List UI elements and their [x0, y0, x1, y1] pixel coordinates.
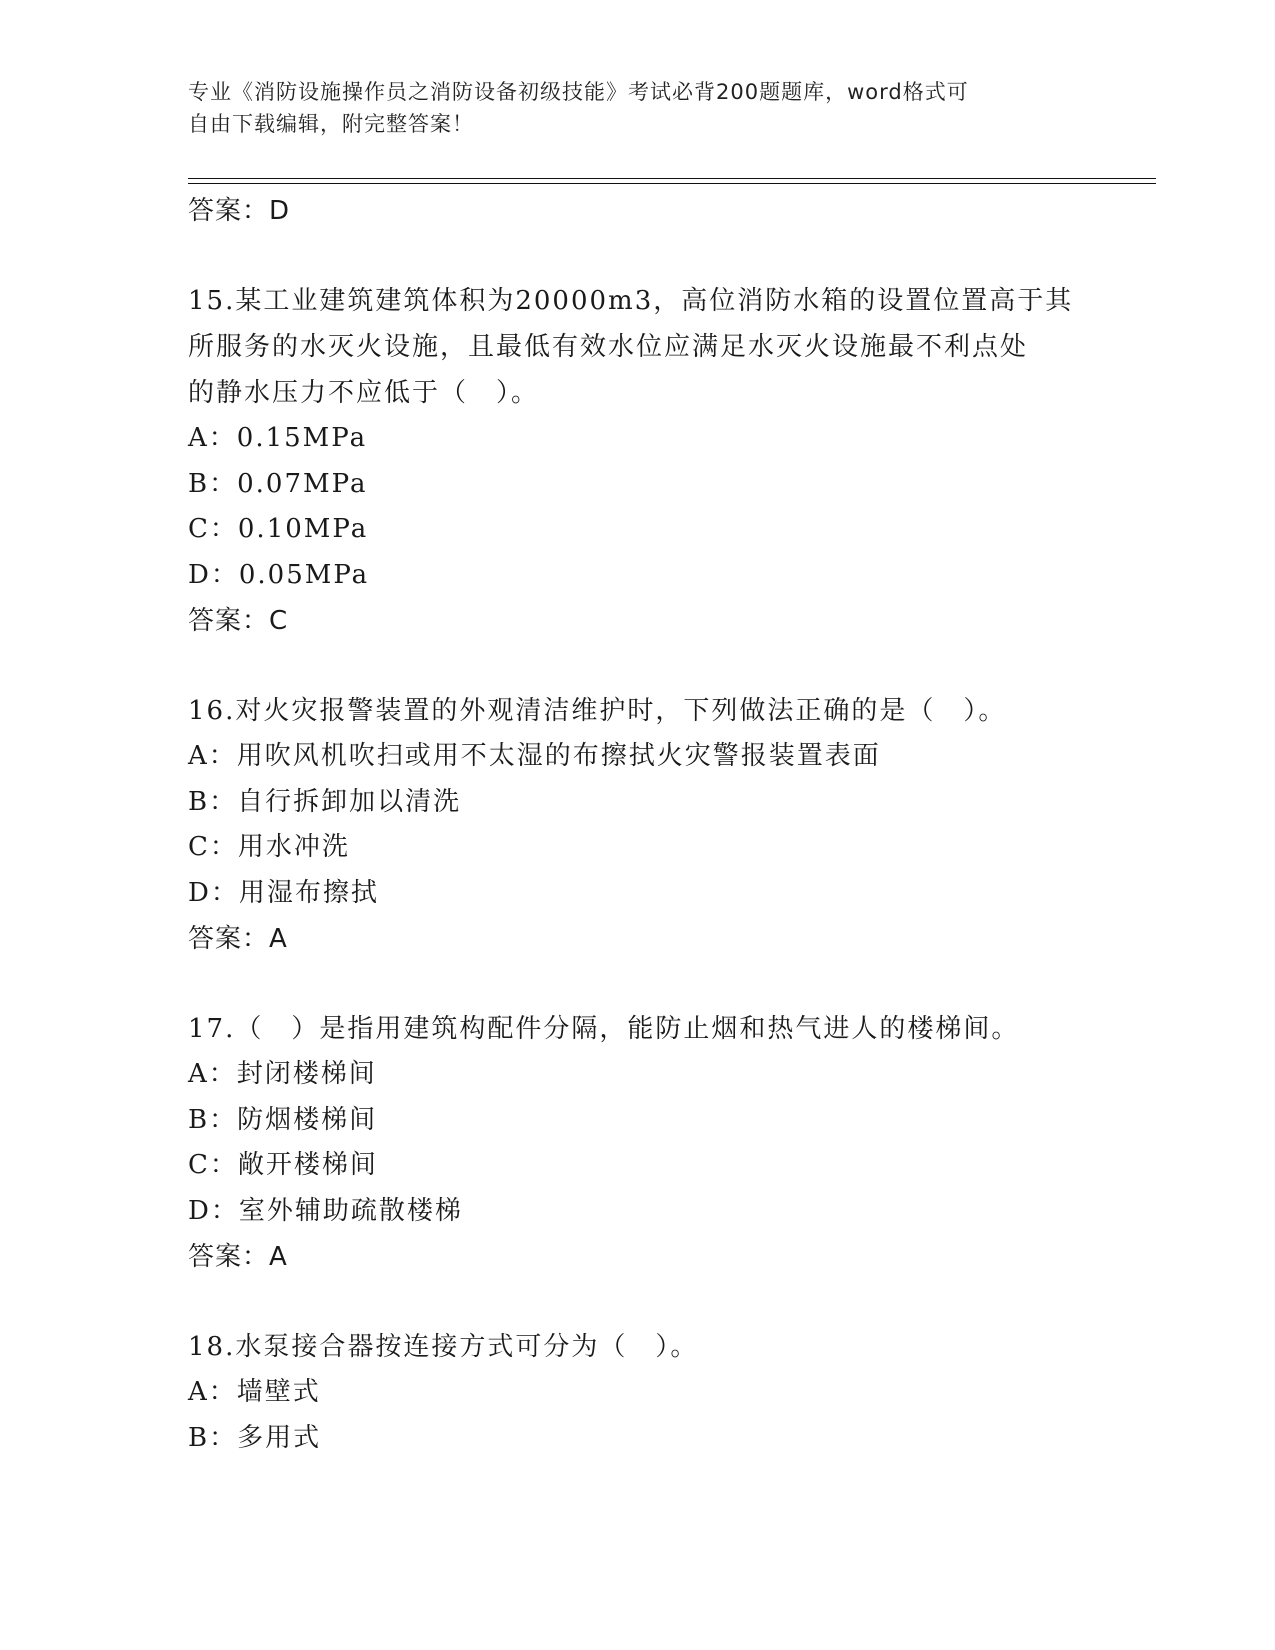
question-list [188, 188, 1088, 1461]
option-a: A：0.15MPa [188, 423, 368, 453]
option-a: A：封闭楼梯间 [188, 1059, 377, 1089]
header-line-1: 专业《消防设施操作员之消防设备初级技能》考试必背200题题库，word格式可 [188, 80, 969, 104]
option-d: D：用湿布擦拭 [188, 877, 379, 908]
answer-line: 答案：A [188, 924, 288, 954]
question-stem-line: 的静水压力不应低于（ ）。 [188, 378, 540, 408]
option-a: A：墙壁式 [188, 1377, 321, 1407]
question-stem-line: 17.（ ）是指用建筑构配件分隔，能防止烟和热气进人的楼梯间。 [188, 1014, 1020, 1044]
option-d: D：室外辅助疏散楼梯 [188, 1195, 463, 1226]
option-b: B：0.07MPa [188, 468, 368, 499]
question-15 [188, 278, 1088, 644]
option-a: A：用吹风机吹扫或用不太湿的布擦拭火灾警报装置表面 [188, 741, 881, 771]
header-line-2: 自由下载编辑，附完整答案！ [188, 112, 474, 136]
option-d: D：0.05MPa [188, 559, 370, 590]
question-16 [188, 688, 1088, 962]
option-c: C：0.10MPa [188, 514, 369, 544]
option-b: B：多用式 [188, 1422, 322, 1453]
page-header [188, 76, 1068, 140]
question-stem-line: 18.水泵接合器按连接方式可分为（ ）。 [188, 1332, 699, 1362]
question-stem-line: 所服务的水灭火设施，且最低有效水位应满足水灭火设施最不利点处 [188, 332, 1029, 362]
question-stem-line: 16.对火灾报警装置的外观清洁维护时，下列做法正确的是（ ）。 [188, 696, 1007, 726]
answer-line: 答案：A [188, 1242, 288, 1272]
question-stem-line: 15.某工业建筑建筑体积为20000m3，高位消防水箱的设置位置高于其 [188, 286, 1074, 316]
option-b: B：防烟楼梯间 [188, 1104, 378, 1135]
option-b: B：自行拆卸加以清洗 [188, 786, 462, 817]
question-18 [188, 1324, 1088, 1461]
previous-answer: 答案：D [188, 196, 291, 226]
header-divider [188, 178, 1156, 184]
question-17 [188, 1006, 1088, 1280]
option-c: C：敞开楼梯间 [188, 1150, 378, 1180]
option-c: C：用水冲洗 [188, 832, 350, 862]
answer-line: 答案：C [188, 606, 289, 636]
